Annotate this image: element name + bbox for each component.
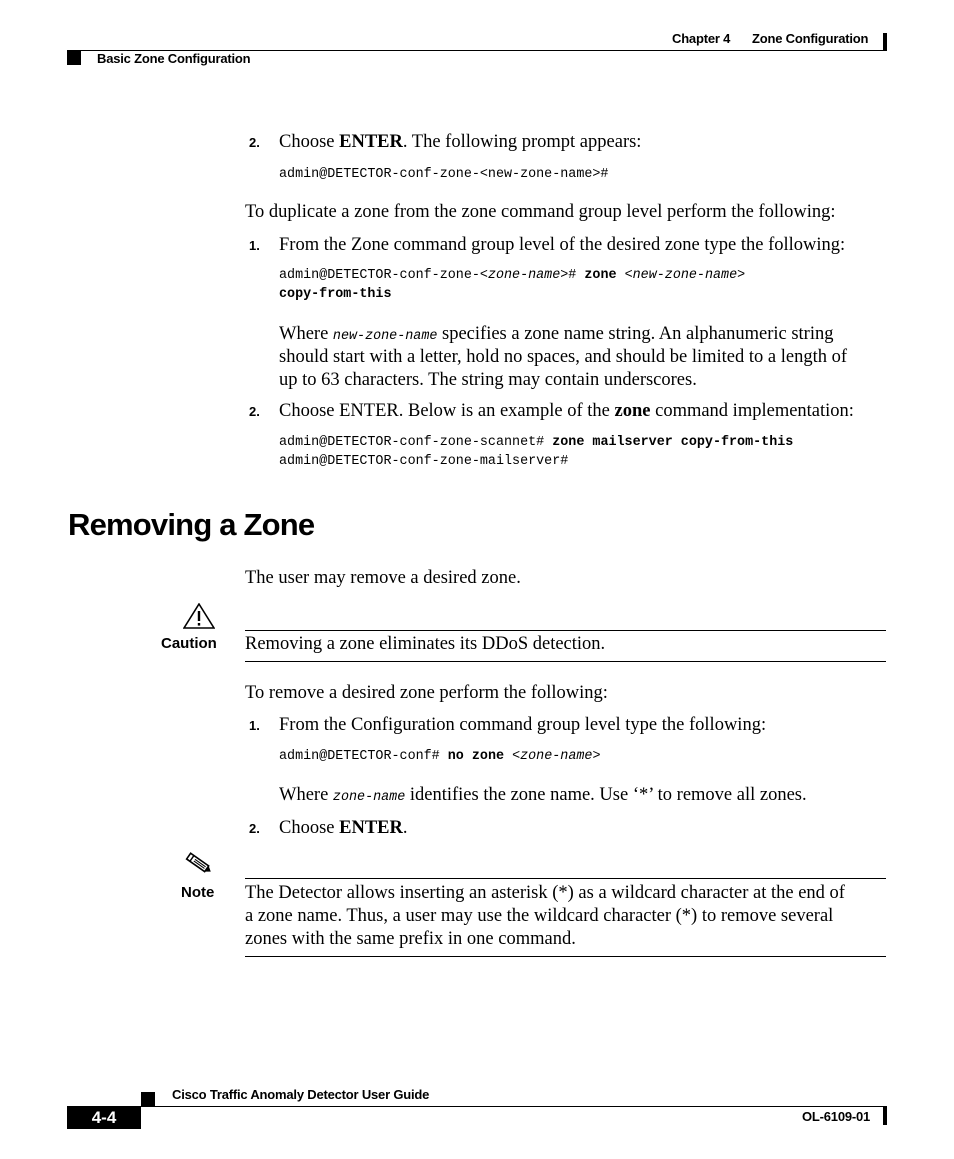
footer-right-bar xyxy=(883,1107,887,1125)
footer-block-marker xyxy=(141,1092,155,1106)
pencil-icon xyxy=(184,851,214,882)
code-block: admin@DETECTOR-conf-zone-scannet# zone mailserver copy-from-this admin@DETECTOR-conf-zone-mailserver# xyxy=(279,435,794,469)
note-label: Note xyxy=(181,884,215,901)
step-text: Choose ENTER. The following prompt appears: xyxy=(279,132,642,152)
note-bottom-rule xyxy=(245,956,886,957)
caution-top-rule xyxy=(245,630,886,631)
step-text: Choose ENTER. xyxy=(279,818,408,838)
where-paragraph: Where new-zone-name specifies a zone name string. An alphanumeric string should start with a letter, hold no spaces, and should be limited to a length of up to 63 characters. The string may contain underscores. xyxy=(279,324,848,390)
step-number: 1. xyxy=(249,718,260,733)
header-block-marker xyxy=(67,51,81,65)
paragraph: To duplicate a zone from the zone command group level perform the following: xyxy=(245,202,836,222)
note-top-rule xyxy=(245,878,886,879)
step-text: Choose ENTER. Below is an example of the zone command implementation: xyxy=(279,401,854,421)
where-paragraph: Where zone-name identifies the zone name. Use ‘*’ to remove all zones. xyxy=(279,785,807,805)
caution-bottom-rule xyxy=(245,661,886,662)
footer-guide-title: Cisco Traffic Anomaly Detector User Guide xyxy=(172,1087,430,1102)
caution-icon xyxy=(183,603,215,634)
step-text: From the Zone command group level of the desired zone type the following: xyxy=(279,235,846,255)
step-text: From the Configuration command group level type the following: xyxy=(279,715,767,735)
page-number: 4-4 xyxy=(91,1108,117,1127)
caution-label: Caution xyxy=(161,635,217,652)
page-number-box xyxy=(67,1106,141,1129)
header-chapter: Chapter 4 xyxy=(672,31,731,46)
section-heading: Removing a Zone xyxy=(68,507,315,542)
code-block: admin@DETECTOR-conf# no zone <zone-name> xyxy=(279,749,601,764)
header-right-bar xyxy=(883,33,887,51)
step-number: 2. xyxy=(249,135,260,150)
paragraph: The user may remove a desired zone. xyxy=(245,568,521,588)
footer-doc-id: OL-6109-01 xyxy=(802,1109,871,1124)
caution-text: Removing a zone eliminates its DDoS detection. xyxy=(245,634,606,654)
footer-rule xyxy=(67,1106,887,1107)
code-block: admin@DETECTOR-conf-zone-<zone-name># zone <new-zone-name> copy-from-this xyxy=(279,268,746,302)
note-text: The Detector allows inserting an asterisk (*) as a wildcard character at the end of a zone name. Thus, a user may use the wildcard character (*) to remove several zones with the same prefix in one command. xyxy=(245,883,845,949)
header-section: Basic Zone Configuration xyxy=(97,51,251,66)
code-prompt: admin@DETECTOR-conf-zone-<new-zone-name># xyxy=(279,167,609,182)
header-chapter-title: Zone Configuration xyxy=(752,31,869,46)
step-number: 2. xyxy=(249,821,260,836)
step-number: 2. xyxy=(249,404,260,419)
paragraph: To remove a desired zone perform the following: xyxy=(245,683,608,703)
step-number: 1. xyxy=(249,238,260,253)
